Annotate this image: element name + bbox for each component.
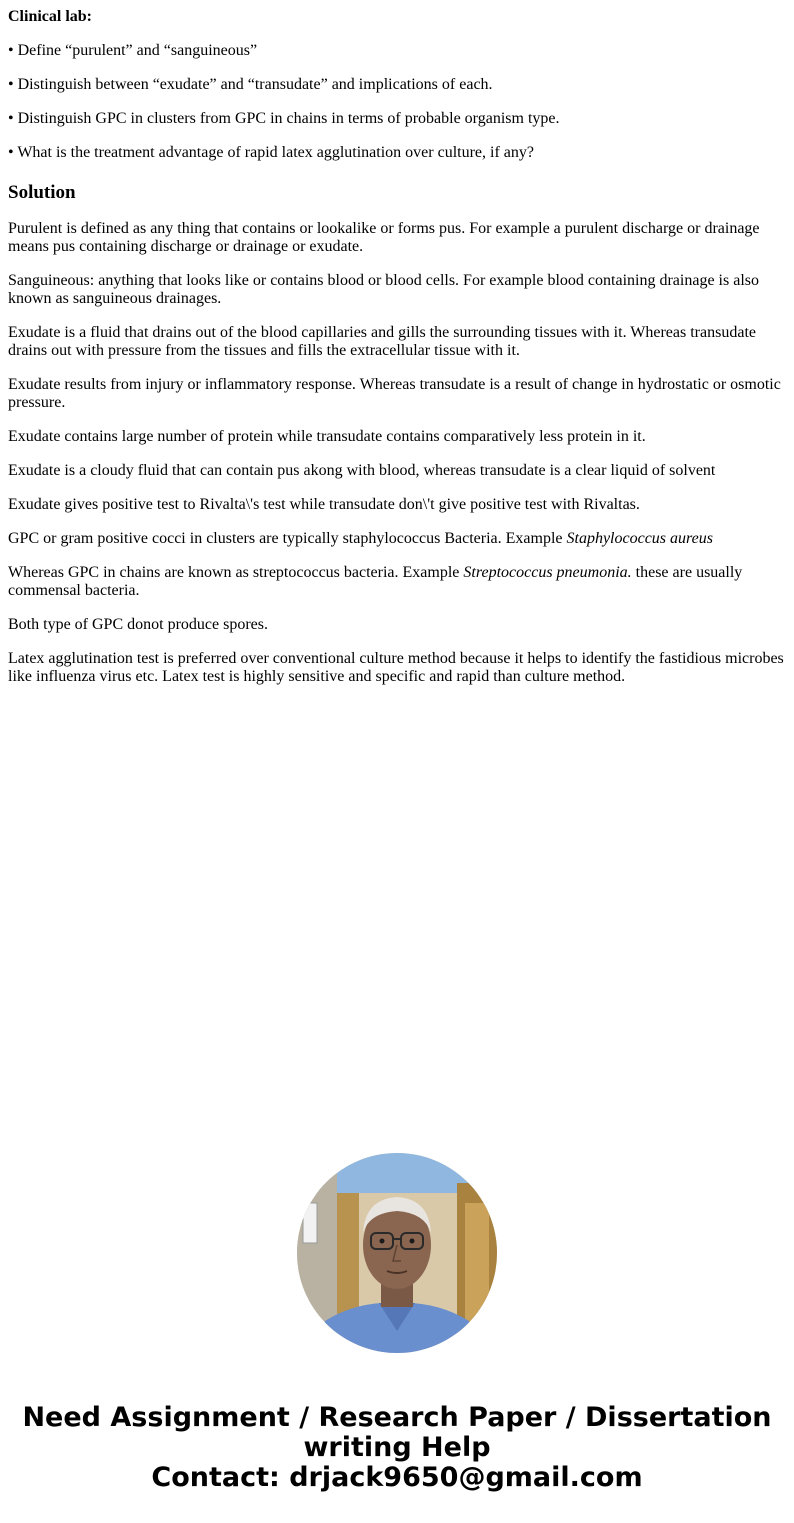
gpc-chains-example: Streptococcus pneumonia.	[463, 564, 632, 581]
question-title: Clinical lab:	[8, 8, 93, 25]
gpc-clusters-text: GPC or gram positive cocci in clusters are typically staphylococcus Bacteria. Example	[8, 530, 567, 547]
solution-paragraph-exudate-cause: Exudate results from injury or inflammatory response. Whereas transudate is a result of change in hydrostatic or osmotic pressure.	[8, 376, 781, 411]
gpc-clusters-example: Staphylococcus aureus	[566, 530, 713, 547]
question-item: • Distinguish between “exudate” and “transudate” and implications of each.	[8, 76, 493, 93]
gpc-chains-after: these are usually commensal bacteria.	[8, 564, 743, 599]
solution-paragraph-gpc-clusters	[8, 530, 788, 548]
solution-paragraph-appearance: Exudate is a cloudy fluid that can contain pus akong with blood, whereas transudate is a clear liquid of solvent	[8, 462, 716, 479]
solution-paragraph-latex: Latex agglutination test is preferred over conventional culture method because it helps to identify the fastidious microbes like influenza virus etc. Latex test is highly sensitive and specific and rapid than culture method.	[8, 650, 784, 685]
solution-paragraph-rivalta: Exudate gives positive test to Rivalta\'s test while transudate don\'t give positive test with Rivaltas.	[8, 496, 640, 513]
promo-banner	[0, 1403, 794, 1493]
gpc-chains-text: Whereas GPC in chains are known as streptococcus bacteria. Example	[8, 564, 464, 581]
solution-heading: Solution	[8, 182, 76, 203]
solution-paragraph-spores: Both type of GPC donot produce spores.	[8, 616, 268, 633]
question-item: • Distinguish GPC in clusters from GPC in chains in terms of probable organism type.	[8, 110, 560, 127]
solution-paragraph-exudate-definition: Exudate is a fluid that drains out of the blood capillaries and gills the surrounding tissues with it. Whereas transudate drains out with pressure from the tissues and fills the extracellular tissue with it.	[8, 324, 756, 359]
author-photo	[297, 1153, 497, 1353]
solution-paragraph-gpc-chains	[8, 564, 788, 600]
portrait-image	[297, 1153, 497, 1353]
document-content	[8, 8, 788, 702]
solution-paragraph-protein: Exudate contains large number of protein while transudate contains comparatively less protein in it.	[8, 428, 646, 445]
solution-paragraph-sanguineous: Sanguineous: anything that looks like or contains blood or blood cells. For example blood containing drainage is also known as sanguineous drainages.	[8, 272, 759, 307]
question-item: • Define “purulent” and “sanguineous”	[8, 42, 258, 59]
promo-line-1: Need Assignment / Research Paper / Dissertation	[22, 1402, 772, 1433]
question-item: • What is the treatment advantage of rapid latex agglutination over culture, if any?	[8, 144, 534, 161]
solution-paragraph-purulent: Purulent is defined as any thing that contains or lookalike or forms pus. For example a purulent discharge or drainage means pus containing discharge or drainage or exudate.	[8, 220, 760, 255]
promo-line-2: writing Help	[303, 1432, 491, 1463]
promo-contact: Contact: drjack9650@gmail.com	[151, 1462, 643, 1493]
